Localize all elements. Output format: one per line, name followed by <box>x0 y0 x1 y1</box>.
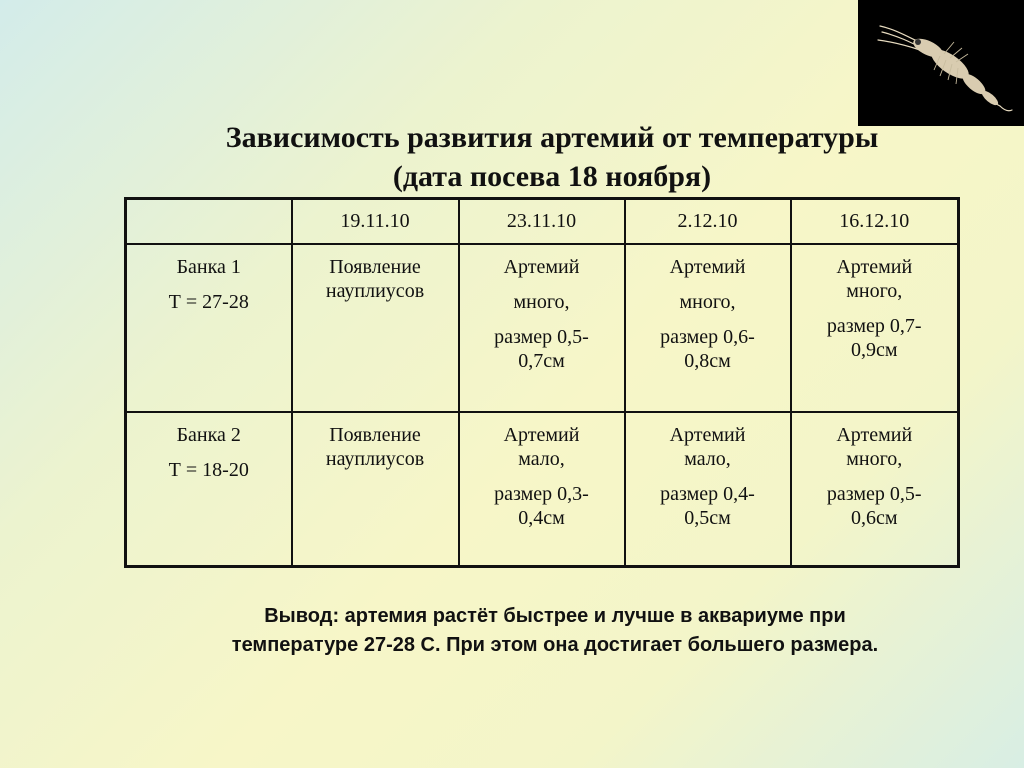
date-header: 19.11.10 <box>292 199 459 245</box>
cell-line: 0,7см <box>518 350 565 372</box>
slide-title <box>140 118 964 196</box>
date-header: 16.12.10 <box>791 199 959 245</box>
cell-line: 0,4см <box>518 507 565 530</box>
title-line-1: Зависимость развития артемий от температуры <box>225 121 879 154</box>
observation-cell <box>791 412 959 566</box>
conclusion-text <box>150 602 960 660</box>
date-header: 2.12.10 <box>625 199 791 245</box>
artemia-photo <box>858 0 1024 126</box>
jar-temperature: Т = 18-20 <box>168 459 249 482</box>
results-table <box>124 197 960 568</box>
cell-line: 0,9см <box>850 339 898 361</box>
table-row <box>126 412 959 566</box>
cell-line: Артемий <box>836 256 913 278</box>
cell-line: мало, <box>684 448 731 471</box>
table-header-row <box>126 199 959 245</box>
cell-line: Артемий <box>669 424 746 447</box>
cell-line: Артемий <box>669 256 746 278</box>
observation-cell <box>459 412 625 566</box>
jar-temperature: Т = 27-28 <box>168 291 249 313</box>
conclusion-line-1: Вывод: артемия растёт быстрее и лучше в аквариуме при <box>264 605 846 627</box>
jar-label: Банка 2 <box>176 424 241 447</box>
observation-cell <box>625 412 791 566</box>
cell-line: много, <box>846 280 903 302</box>
cell-line: мало, <box>518 448 565 471</box>
cell-line: Появление <box>329 256 421 278</box>
cell-line: много, <box>679 291 736 313</box>
cell-line: размер 0,5- <box>826 483 922 506</box>
title-line-2: (дата посева 18 ноября) <box>392 160 712 193</box>
observation-cell <box>292 412 459 566</box>
cell-line: науплиусов <box>325 448 425 471</box>
cell-line: много, <box>513 291 570 313</box>
cell-line: Артемий <box>836 424 913 447</box>
conclusion-line-2: температуре 27-28 С. При этом она достигает большего размера. <box>231 634 879 656</box>
cell-line: размер 0,3- <box>494 483 589 506</box>
observation-cell <box>459 244 625 412</box>
cell-line: размер 0,6- <box>660 326 755 348</box>
jar-cell <box>126 412 292 566</box>
cell-line: размер 0,7- <box>826 315 922 337</box>
cell-line: Артемий <box>503 424 580 447</box>
jar-cell <box>126 244 292 412</box>
cell-line: Появление <box>329 424 421 447</box>
cell-line: 0,6см <box>850 507 898 530</box>
cell-line: 0,5см <box>684 507 731 530</box>
corner-cell <box>126 199 292 245</box>
cell-line: размер 0,5- <box>494 326 589 348</box>
jar-label: Банка 1 <box>176 256 241 278</box>
date-header: 23.11.10 <box>459 199 625 245</box>
cell-line: много, <box>846 448 903 471</box>
cell-line: науплиусов <box>325 280 425 302</box>
observation-cell <box>292 244 459 412</box>
artemia-shrimp-icon <box>858 0 1024 126</box>
cell-line: Артемий <box>503 256 580 278</box>
observation-cell <box>625 244 791 412</box>
cell-line: 0,8см <box>684 350 731 372</box>
cell-line: размер 0,4- <box>660 483 755 506</box>
table-row <box>126 244 959 412</box>
observation-cell <box>791 244 959 412</box>
